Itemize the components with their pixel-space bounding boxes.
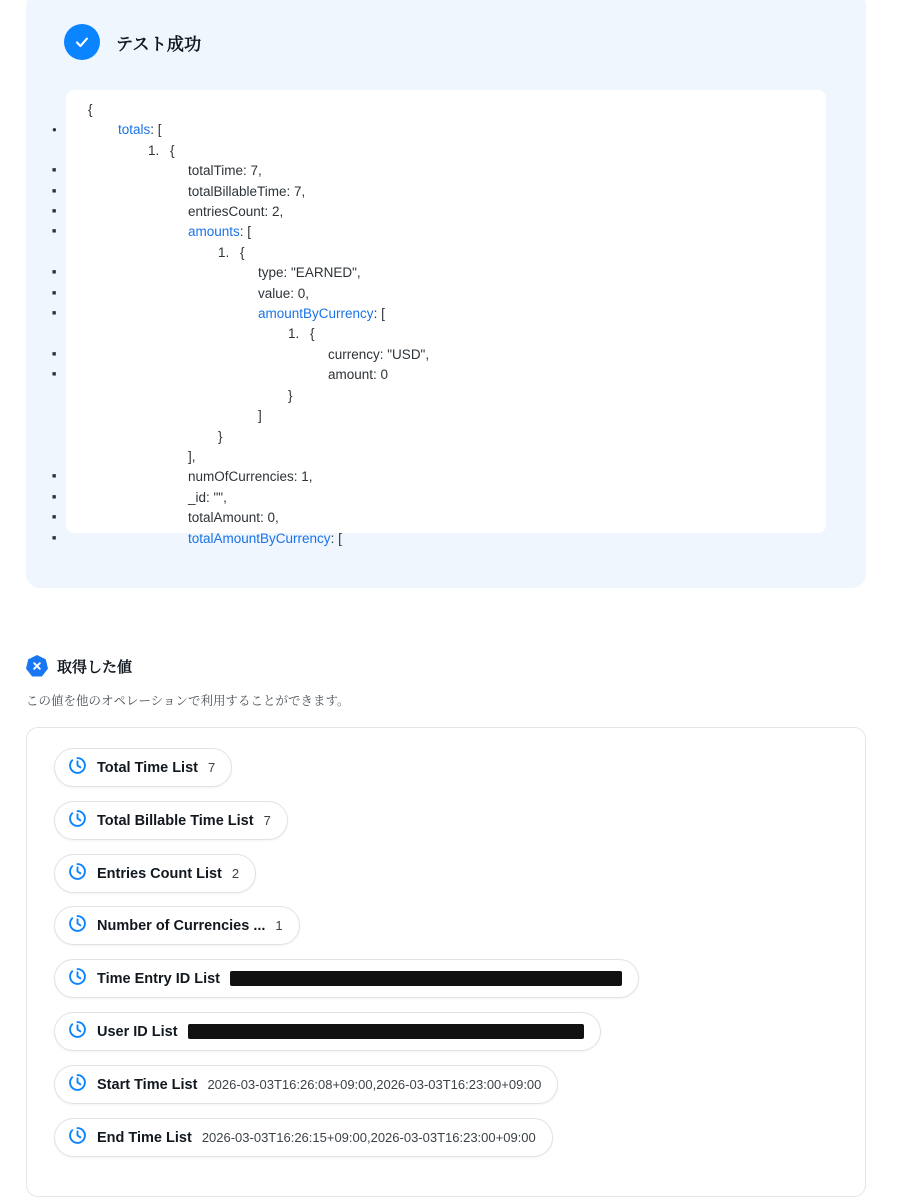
clock-icon xyxy=(68,756,87,780)
json-line xyxy=(66,263,826,283)
output-value-pill[interactable] xyxy=(54,801,288,840)
output-value-label: Total Time List xyxy=(97,759,198,776)
output-values-section xyxy=(26,655,884,709)
output-value-label: Time Entry ID List xyxy=(97,970,221,987)
output-value-pill[interactable] xyxy=(54,1012,601,1051)
json-key[interactable]: totals xyxy=(118,122,151,138)
output-value-text: 7 xyxy=(263,813,271,828)
json-value: value: 0, xyxy=(258,285,310,301)
json-value: numOfCurrencies: 1, xyxy=(188,469,313,485)
json-value: } xyxy=(288,387,293,403)
json-value: totalTime: 7, xyxy=(188,163,262,179)
output-values-title: 取得した値 xyxy=(57,658,133,676)
json-line xyxy=(66,508,826,528)
json-value: amount: 0 xyxy=(328,367,389,383)
output-value-label: User ID List xyxy=(97,1023,178,1040)
json-key[interactable]: amountByCurrency xyxy=(258,306,374,322)
json-line xyxy=(66,100,826,120)
json-line xyxy=(66,324,826,344)
output-value-label: End Time List xyxy=(97,1129,192,1146)
output-value-label: Entries Count List xyxy=(97,865,222,882)
json-line xyxy=(66,120,826,140)
json-line xyxy=(66,447,826,467)
json-value: totalAmount: 0, xyxy=(188,510,279,526)
json-value: { xyxy=(240,244,245,260)
json-line xyxy=(66,529,826,549)
json-line xyxy=(66,488,826,508)
clock-icon xyxy=(68,1073,87,1097)
clock-icon xyxy=(68,862,87,886)
json-line xyxy=(66,427,826,447)
output-values-subtitle: この値を他のオペレーションで利用することができます。 xyxy=(26,694,350,708)
json-value: : [ xyxy=(373,306,385,322)
output-value-label: Number of Currencies ... xyxy=(97,917,266,934)
json-value: totalBillableTime: 7, xyxy=(188,183,306,199)
json-value: { xyxy=(88,102,93,117)
clock-icon xyxy=(68,1126,87,1150)
json-value: : [ xyxy=(150,122,162,138)
json-key[interactable]: amounts xyxy=(188,224,240,240)
output-value-pill[interactable] xyxy=(54,854,256,893)
test-success-panel xyxy=(26,0,866,588)
json-line xyxy=(66,284,826,304)
output-value-pill[interactable] xyxy=(54,959,639,998)
json-index-label: 1. xyxy=(218,244,230,260)
json-line xyxy=(66,222,826,242)
clock-icon xyxy=(68,809,87,833)
clock-icon xyxy=(68,1020,87,1044)
output-value-label: Total Billable Time List xyxy=(97,812,254,829)
json-line xyxy=(66,406,826,426)
test-success-header xyxy=(26,0,866,60)
json-value: _id: "", xyxy=(188,489,227,505)
json-line xyxy=(66,467,826,487)
output-value-pill[interactable] xyxy=(54,748,232,787)
json-result-card[interactable] xyxy=(66,90,826,546)
output-value-text: 7 xyxy=(207,760,216,775)
json-value: : [ xyxy=(239,224,252,240)
output-value-pill[interactable] xyxy=(54,1118,553,1157)
json-tree xyxy=(66,100,826,549)
output-value-text: 2026-03-03T16:26:15+09:00,2026-03-03T16:23:00+09:00 xyxy=(201,1130,536,1145)
output-value-text: 1 xyxy=(275,918,283,933)
json-line xyxy=(66,202,826,222)
output-value-text: 2 xyxy=(231,866,240,881)
output-value-pill[interactable] xyxy=(54,906,300,945)
output-value-label: Start Time List xyxy=(97,1076,198,1093)
json-line xyxy=(66,304,826,324)
output-value-pill[interactable] xyxy=(54,1065,558,1104)
json-line xyxy=(66,182,826,202)
json-value: currency: "USD", xyxy=(328,346,430,362)
output-value-text xyxy=(188,1024,584,1039)
output-values-header xyxy=(26,655,884,677)
json-line xyxy=(66,345,826,365)
json-line xyxy=(66,141,826,161)
clock-icon xyxy=(68,914,87,938)
json-line xyxy=(66,386,826,406)
output-value-text xyxy=(230,971,622,986)
json-value: ] xyxy=(258,408,262,424)
json-value: type: "EARNED", xyxy=(258,265,361,281)
x-badge-icon xyxy=(26,655,48,677)
json-index-label: 1. xyxy=(148,142,160,158)
json-line xyxy=(66,365,826,385)
json-value: : [ xyxy=(330,530,342,546)
json-index-label: 1. xyxy=(288,326,300,342)
json-key[interactable]: totalAmountByCurrency xyxy=(188,530,331,546)
output-values-card xyxy=(26,727,866,1197)
json-line xyxy=(66,161,826,181)
json-value: { xyxy=(310,326,315,342)
test-success-title: テスト成功 xyxy=(116,34,202,54)
json-value: entriesCount: 2, xyxy=(188,204,284,220)
json-value: ], xyxy=(188,448,196,464)
json-value: } xyxy=(218,428,223,444)
check-circle-icon xyxy=(64,24,100,60)
json-result-scroll[interactable] xyxy=(66,90,826,546)
json-value: { xyxy=(170,142,175,158)
json-line xyxy=(66,243,826,263)
output-value-text: 2026-03-03T16:26:08+09:00,2026-03-03T16:23:00+09:00 xyxy=(207,1077,542,1092)
clock-icon xyxy=(68,967,87,991)
